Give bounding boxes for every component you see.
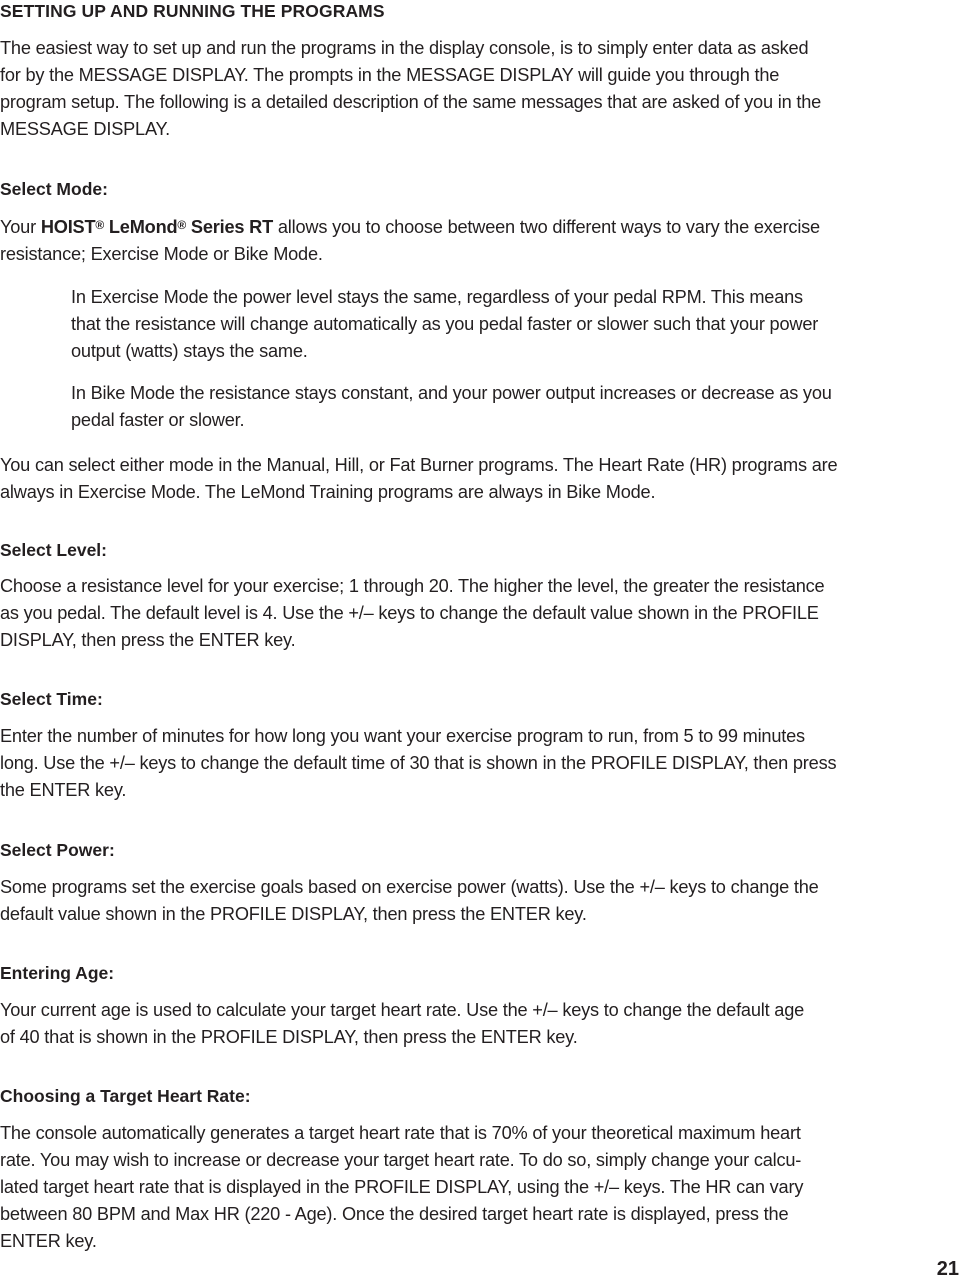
section-heading-select-mode: Select Mode: <box>0 179 108 199</box>
select-power-line: Some programs set the exercise goals based on exercise power (watts). Use the +/– keys to change the <box>0 877 819 897</box>
intro-line: The easiest way to set up and run the programs in the display console, is to simply enter data as asked <box>0 38 809 58</box>
page-number: 21 <box>936 1258 959 1280</box>
bike-mode-line: In Bike Mode the resistance stays constant, and your power output increases or decrease as you <box>71 383 832 403</box>
select-time-line: the ENTER key. <box>0 780 127 800</box>
mode-note-line: You can select either mode in the Manual, Hill, or Fat Burner programs. The Heart Rate (HR) programs are <box>0 455 838 475</box>
intro-line: MESSAGE DISPLAY. <box>0 119 170 139</box>
select-level-line: as you pedal. The default level is 4. Use the +/– keys to change the default value shown in the PROFILE <box>0 603 819 623</box>
target-heart-rate-line: lated target heart rate that is displayed in the PROFILE DISPLAY, using the +/– keys. The HR can vary <box>0 1177 804 1197</box>
select-time-paragraph <box>0 723 973 804</box>
exercise-mode-line: that the resistance will change automatically as you pedal faster or slower such that your power <box>71 314 819 334</box>
intro-line: program setup. The following is a detailed description of the same messages that are asked of you in the <box>0 92 822 112</box>
select-power-line: default value shown in the PROFILE DISPLAY, then press the ENTER key. <box>0 904 587 924</box>
text-run: Your <box>0 217 41 237</box>
text-run: allows you to choose between two different ways to vary the exercise <box>273 217 820 237</box>
target-heart-rate-paragraph <box>0 1120 973 1255</box>
bike-mode-line: pedal faster or slower. <box>71 410 245 430</box>
section-heading-target-heart-rate: Choosing a Target Heart Rate: <box>0 1086 251 1106</box>
target-heart-rate-line: ENTER key. <box>0 1231 97 1251</box>
target-heart-rate-line: between 80 BPM and Max HR (220 - Age). Once the desired target heart rate is displayed, press the <box>0 1204 789 1224</box>
entering-age-paragraph <box>0 997 973 1051</box>
mode-note-line: always in Exercise Mode. The LeMond Training programs are always in Bike Mode. <box>0 482 656 502</box>
target-heart-rate-line: rate. You may wish to increase or decrease your target heart rate. To do so, simply change your calcu- <box>0 1150 802 1170</box>
select-time-line: Enter the number of minutes for how long you want your exercise program to run, from 5 to 99 minutes <box>0 726 805 746</box>
mode-note-paragraph <box>0 452 973 506</box>
section-heading-select-level: Select Level: <box>0 540 107 560</box>
section-heading-select-time: Select Time: <box>0 689 103 709</box>
select-mode-line: resistance; Exercise Mode or Bike Mode. <box>0 244 323 264</box>
registered-mark: ® <box>95 218 105 232</box>
target-heart-rate-line: The console automatically generates a target heart rate that is 70% of your theoretical maximum heart <box>0 1123 801 1143</box>
select-level-paragraph <box>0 573 973 654</box>
select-power-paragraph <box>0 874 973 928</box>
exercise-mode-line: output (watts) stays the same. <box>71 341 308 361</box>
registered-mark: ® <box>177 218 187 232</box>
bike-mode-paragraph <box>71 380 971 434</box>
exercise-mode-paragraph <box>71 284 971 365</box>
section-heading-entering-age: Entering Age: <box>0 963 115 983</box>
entering-age-line: of 40 that is shown in the PROFILE DISPLAY, then press the ENTER key. <box>0 1027 578 1047</box>
brand-series: Series RT <box>186 217 274 237</box>
select-mode-paragraph <box>0 212 973 268</box>
intro-paragraph <box>0 35 973 143</box>
select-level-line: Choose a resistance level for your exercise; 1 through 20. The higher the level, the greater the resistance <box>0 576 825 596</box>
select-level-line: DISPLAY, then press the ENTER key. <box>0 630 296 650</box>
exercise-mode-line: In Exercise Mode the power level stays the same, regardless of your pedal RPM. This means <box>71 287 803 307</box>
entering-age-line: Your current age is used to calculate your target heart rate. Use the +/– keys to change the default age <box>0 1000 805 1020</box>
page-title: SETTING UP AND RUNNING THE PROGRAMS <box>0 1 385 21</box>
select-time-line: long. Use the +/– keys to change the default time of 30 that is shown in the PROFILE DISPLAY, then press <box>0 753 837 773</box>
select-mode-line <box>0 212 973 241</box>
section-heading-select-power: Select Power: <box>0 840 115 860</box>
brand-lemond: LeMond <box>104 217 178 237</box>
brand-hoist: HOIST <box>40 217 96 237</box>
intro-line: for by the MESSAGE DISPLAY. The prompts in the MESSAGE DISPLAY will guide you through the <box>0 65 780 85</box>
